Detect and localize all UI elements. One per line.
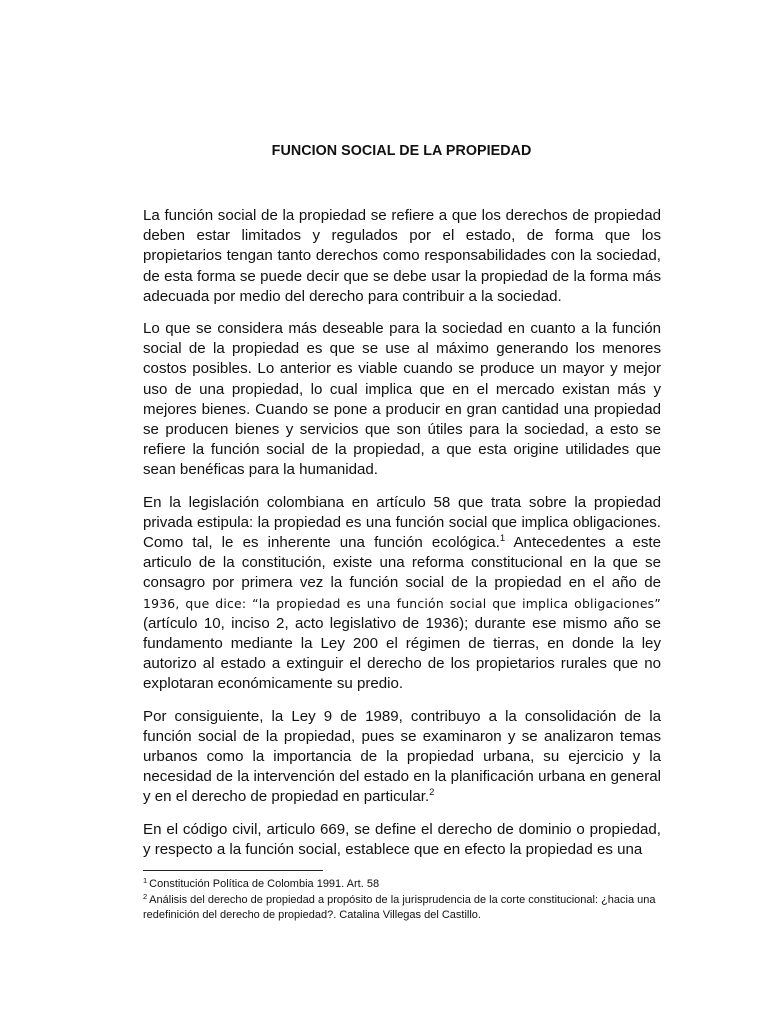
paragraph-1: La función social de la propiedad se refiere a que los derechos de propiedad deben estar limitados y regulados por el estado, de forma que los propietarios tengan tanto derechos como responsabilidades con la sociedad, de esta forma se puede decir que se debe usar la propiedad de la forma más adecuada por medio del derecho para contribuir a la sociedad.	[143, 207, 661, 305]
footnote-ref-2: 2	[429, 787, 435, 799]
footnote-1-number: 1	[143, 876, 148, 885]
paragraph-4-text: Por consiguiente, la Ley 9 de 1989, contribuyo a la consolidación de la función social de la propiedad, pues se examinaron y se analizaron temas urbanos como la importancia de la propiedad urbana, su ejercicio y la necesidad de la intervención del estado en la planificación urbana en general y en el derecho de propiedad en particular.	[143, 707, 661, 806]
footnote-2-text: Análisis del derecho de propiedad a propósito de la jurisprudencia de la corte constitucional: ¿hacia una redefinición del derecho de propiedad?. Catalina Villegas del Castillo.	[143, 893, 656, 921]
paragraph-3-part-a: En la legislación colombiana en artículo 58 que trata sobre la propiedad privada estipula: la propiedad es una función social que implica obligaciones. Como tal, le es inherente una función ecológica.	[143, 493, 661, 552]
footnote-separator	[143, 870, 323, 871]
footnote-2	[143, 893, 673, 924]
footnote-1-text: Constitución Política de Colombia 1991. Art. 58	[149, 878, 380, 890]
document-body	[143, 206, 661, 872]
footnote-ref-1: 1	[499, 533, 506, 545]
paragraph-4	[143, 707, 661, 808]
footnotes	[143, 877, 673, 924]
footnote-1	[143, 877, 673, 893]
paragraph-3-part-b: Antecedentes a este articulo de la constitución, existe una reforma constitucional en la que se consagro por primera vez la función social de la propiedad en el año de	[143, 534, 662, 592]
paragraph-5: En el código civil, articulo 669, se define el derecho de dominio o propiedad, y respecto a la función social, establece que en efecto la propiedad es una	[143, 820, 661, 858]
paragraph-3-part-c: (artículo 10, inciso 2, acto legislativo de 1936); durante ese mismo año se fundamento mediante la Ley 200 el régimen de tierras, en donde la ley autorizo al estado a extinguir el derecho de los propietarios rurales que no explotaran económicamente su predio.	[143, 614, 661, 693]
paragraph-2: Lo que se considera más deseable para la sociedad en cuanto a la función social de la propiedad es que se use al máximo generando los menores costos posibles. Lo anterior es viable cuando se produce un mayor y mejor uso de una propiedad, lo cual implica que en el mercado existan más y mejores bienes. Cuando se pone a producir en gran cantidad una propiedad se producen bienes y servicios que son útiles para la sociedad, a esto se refiere la función social de la propiedad, a que esta origine utilidades que sean benéficas para la humanidad.	[143, 320, 661, 479]
constitutional-quote: 1936, que dice: “la propiedad es una función social que implica obligaciones”	[143, 595, 661, 611]
paragraph-3	[143, 493, 661, 695]
footnote-2-number: 2	[143, 891, 148, 901]
page-title: FUNCION SOCIAL DE LA PROPIEDAD	[271, 143, 532, 159]
